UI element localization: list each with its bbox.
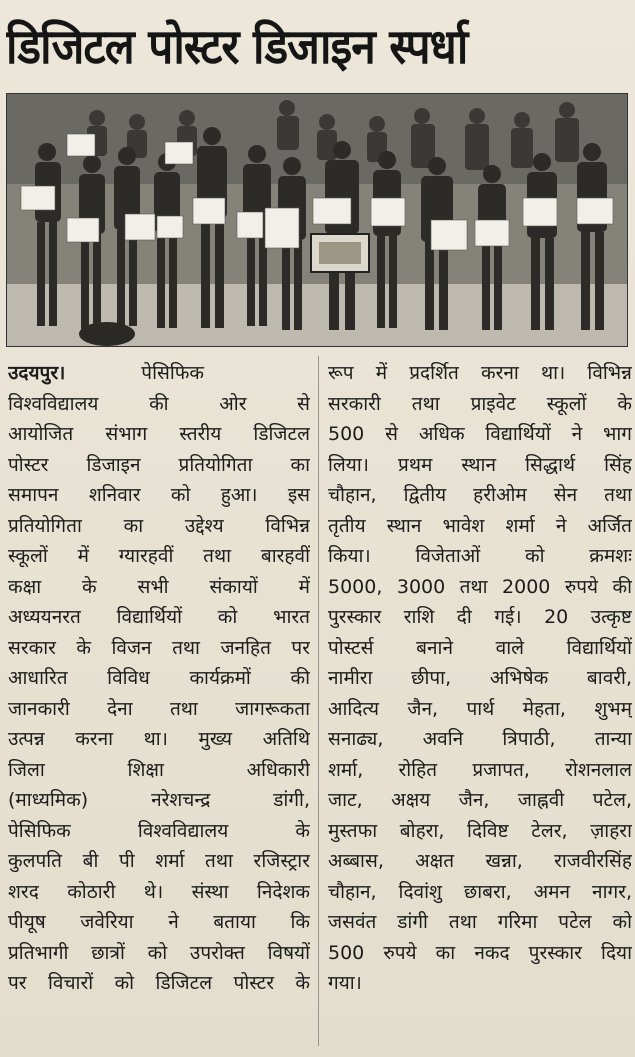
text-line: पीयूष जवेरिया ने बताया कि <box>8 911 310 933</box>
text-line: लिया। प्रथम स्थान सिद्धार्थ सिंह <box>328 453 632 476</box>
text-line: समापन शनिवार को हुआ। इस <box>8 484 310 506</box>
text-line: मुस्तफा बोहरा, दिविष्ट टेलर, ज़ाहरा <box>328 819 632 842</box>
text-line: शरद कोठारी थे। संस्था निदेशक <box>8 880 310 903</box>
text-line: सरकार के विजन तथा जनहित पर <box>8 636 310 659</box>
article-headline: डिजिटल पोस्टर डिजाइन स्पर्धा <box>6 19 468 75</box>
text-line: गया। <box>328 972 362 994</box>
article-column-right <box>328 358 632 999</box>
text-line: आधारित विविध कार्यक्रमों की <box>8 667 310 689</box>
text-line: अध्ययनरत विद्यार्थियों को भारत <box>8 606 310 628</box>
text-line: स्कूलों में ग्यारहवीं तथा बारहवीं <box>8 545 310 567</box>
text-line: पेसिफिक विश्वविद्यालय के <box>8 819 310 842</box>
text-line: जसवंत डांगी तथा गरिमा पटेल को <box>328 911 632 933</box>
text-line: आदित्य जैन, पार्थ मेहता, शुभम् <box>328 697 632 720</box>
text-line: (माध्यमिक) नरेशचन्द्र डांगी, <box>8 789 310 811</box>
text-line: पुरस्कार राशि दी गई। 20 उत्कृष्ट <box>328 606 632 628</box>
text-line: पोस्टर्स बनाने वाले विद्यार्थियों <box>328 636 632 659</box>
text-line: पर विचारों को डिजिटल पोस्टर के <box>8 972 310 994</box>
group-photo-illustration <box>7 94 627 346</box>
text-line: पोस्टर डिजाइन प्रतियोगिता का <box>8 453 310 476</box>
text-line: 500 रुपये का नकद पुरस्कार दिया <box>328 941 632 964</box>
text-line: सनाढ्य, अवनि त्रिपाठी, तान्या <box>328 728 632 750</box>
text-line: जाट, अक्षय जैन, जाह्नवी पटेल, <box>328 789 632 811</box>
text-line: विश्वविद्यालय की ओर से <box>8 392 310 415</box>
text-line: नामीरा छीपा, अभिषेक बावरी, <box>328 667 632 689</box>
text-line: आयोजित संभाग स्तरीय डिजिटल <box>8 423 310 445</box>
group-photo <box>6 93 628 347</box>
text-line: उत्पन्न करना था। मुख्य अतिथि <box>8 728 310 750</box>
text-line: कक्षा के सभी संकायों में <box>8 575 310 598</box>
column-divider <box>318 356 319 1046</box>
text-line: प्रतियोगिता का उद्देश्य विभिन्न <box>8 514 310 537</box>
article-column-left <box>8 358 310 999</box>
text-line: प्रतिभागी छात्रों को उपरोक्त विषयों <box>8 941 310 964</box>
dateline: उदयपुर। <box>8 362 66 384</box>
text-line: किया। विजेताओं को क्रमशः <box>328 545 632 567</box>
text-line <box>8 358 310 389</box>
text-line: तृतीय स्थान भावेश शर्मा ने अर्जित <box>328 514 632 537</box>
text-line: जिला शिक्षा अधिकारी <box>8 758 310 781</box>
text-line: सरकारी तथा प्राइवेट स्कूलों के <box>328 392 632 415</box>
text-line-part: पेसिफिक <box>141 362 205 384</box>
text-line: रूप में प्रदर्शित करना था। विभिन्न <box>328 362 632 384</box>
text-line: जानकारी देना तथा जागरूकता <box>8 697 310 720</box>
text-line: शर्मा, रोहित प्रजापत, रोशनलाल <box>328 758 632 781</box>
text-line: 5000, 3000 तथा 2000 रुपये की <box>328 575 632 598</box>
text-line: अब्बास, अक्षत खन्ना, राजवीरसिंह <box>328 850 632 872</box>
text-line: 500 से अधिक विद्यार्थियों ने भाग <box>328 423 632 445</box>
text-line: चौहान, दिवांशु छाबरा, अमन नागर, <box>328 880 632 903</box>
text-line: चौहान, द्वितीय हरीओम सेन तथा <box>328 484 632 506</box>
text-line: कुलपति बी पी शर्मा तथा रजिस्ट्रार <box>8 850 310 872</box>
